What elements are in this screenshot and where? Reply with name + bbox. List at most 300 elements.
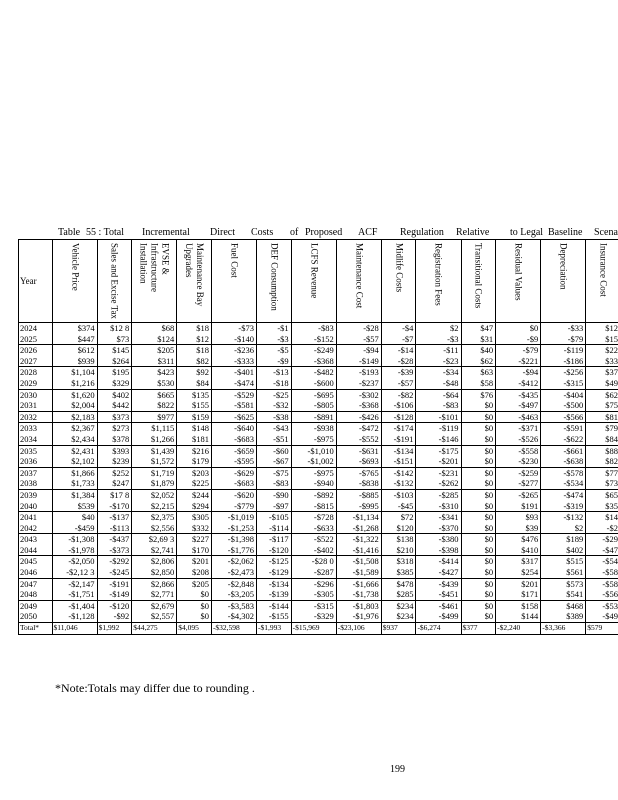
value-cell: $0 bbox=[461, 400, 496, 411]
value-cell: $317 bbox=[496, 556, 541, 567]
total-cell: $579 bbox=[586, 623, 618, 635]
column-header: Year bbox=[19, 240, 53, 323]
value-cell: -$119 bbox=[541, 345, 586, 356]
value-cell: $318 bbox=[381, 556, 416, 567]
value-cell: $1,733 bbox=[52, 478, 97, 489]
value-cell: -$497 bbox=[496, 400, 541, 411]
value-cell: -$120 bbox=[257, 545, 292, 556]
value-cell: $2,215 bbox=[132, 501, 177, 512]
value-cell: $1,439 bbox=[132, 445, 177, 456]
value-cell: $227 bbox=[177, 534, 212, 545]
value-cell: -$305 bbox=[291, 589, 336, 600]
value-cell: -$119 bbox=[416, 423, 461, 434]
value-cell: $0 bbox=[461, 589, 496, 600]
value-cell: $84 bbox=[586, 434, 618, 445]
value-cell: $0 bbox=[461, 567, 496, 578]
value-cell: -$48 bbox=[416, 378, 461, 389]
value-cell: -$975 bbox=[291, 434, 336, 445]
value-cell: $33 bbox=[586, 356, 618, 367]
value-cell: -$120 bbox=[97, 600, 132, 611]
value-cell: -$28 bbox=[381, 356, 416, 367]
value-cell: -$13 bbox=[257, 367, 292, 378]
value-cell: -$3,583 bbox=[211, 600, 256, 611]
column-header-label: Midlife Costs bbox=[394, 243, 405, 293]
value-cell: $442 bbox=[97, 400, 132, 411]
value-cell: $0 bbox=[461, 489, 496, 500]
value-cell: -$97 bbox=[257, 501, 292, 512]
year-cell: 2038 bbox=[19, 478, 53, 489]
value-cell: $1,719 bbox=[132, 467, 177, 478]
total-cell: -$1,993 bbox=[257, 623, 292, 635]
value-cell: $79 bbox=[586, 423, 618, 434]
value-cell: $612 bbox=[52, 345, 97, 356]
column-header-label: Residual Values bbox=[513, 243, 524, 301]
value-cell: $0 bbox=[461, 434, 496, 445]
value-cell: $189 bbox=[541, 534, 586, 545]
column-header-label: Maintenance Bay Upgrades bbox=[184, 243, 206, 307]
value-cell: -$2 bbox=[586, 523, 618, 534]
value-cell: -$437 bbox=[97, 534, 132, 545]
value-cell: -$245 bbox=[97, 567, 132, 578]
value-cell: -$368 bbox=[291, 356, 336, 367]
table-row bbox=[19, 389, 618, 400]
column-header bbox=[132, 240, 177, 323]
cost-table-container bbox=[18, 239, 618, 671]
value-cell: $0 bbox=[461, 478, 496, 489]
value-cell: -$779 bbox=[211, 501, 256, 512]
value-cell: $155 bbox=[177, 400, 212, 411]
value-cell: -$427 bbox=[416, 567, 461, 578]
value-cell: $88 bbox=[586, 445, 618, 456]
value-cell: $264 bbox=[97, 356, 132, 367]
value-cell: $145 bbox=[97, 345, 132, 356]
value-cell: -$57 bbox=[336, 334, 381, 345]
value-cell: -$522 bbox=[291, 534, 336, 545]
value-cell: $2,052 bbox=[132, 489, 177, 500]
table-row bbox=[19, 400, 618, 411]
total-row bbox=[19, 623, 618, 635]
value-cell: -$132 bbox=[541, 512, 586, 523]
value-cell: -$137 bbox=[97, 512, 132, 523]
table-row bbox=[19, 378, 618, 389]
value-cell: $373 bbox=[97, 411, 132, 423]
value-cell: -$7 bbox=[381, 334, 416, 345]
value-cell: $0 bbox=[461, 600, 496, 611]
value-cell: -$315 bbox=[291, 600, 336, 611]
value-cell: $18 bbox=[177, 323, 212, 334]
value-cell: $210 bbox=[381, 545, 416, 556]
value-cell: -$1,128 bbox=[52, 611, 97, 622]
caption-word: Baseline bbox=[548, 227, 583, 238]
caption-word: Proposed bbox=[305, 227, 343, 238]
incremental-costs-table bbox=[18, 239, 618, 635]
total-cell: -$6,274 bbox=[416, 623, 461, 635]
value-cell: -$1,002 bbox=[291, 456, 336, 467]
value-cell: $2,434 bbox=[52, 434, 97, 445]
table-caption bbox=[58, 226, 618, 240]
value-cell: $374 bbox=[52, 323, 97, 334]
table-row bbox=[19, 334, 618, 345]
value-cell: $62 bbox=[461, 356, 496, 367]
value-cell: $62 bbox=[586, 389, 618, 400]
value-cell: $402 bbox=[541, 545, 586, 556]
value-cell: -$1,666 bbox=[336, 578, 381, 589]
table-row bbox=[19, 478, 618, 489]
value-cell: $82 bbox=[586, 456, 618, 467]
value-cell: $170 bbox=[177, 545, 212, 556]
value-cell: $423 bbox=[132, 367, 177, 378]
value-cell: -$526 bbox=[496, 434, 541, 445]
column-header bbox=[211, 240, 256, 323]
value-cell: -$128 bbox=[381, 411, 416, 423]
caption-word: Incremental bbox=[142, 227, 190, 238]
value-cell: $205 bbox=[177, 578, 212, 589]
value-cell: $1,620 bbox=[52, 389, 97, 400]
total-cell: -$23,106 bbox=[336, 623, 381, 635]
value-cell: -$292 bbox=[97, 556, 132, 567]
value-cell: $1,866 bbox=[52, 467, 97, 478]
value-cell: $305 bbox=[177, 512, 212, 523]
value-cell: -$125 bbox=[257, 556, 292, 567]
value-cell: -$140 bbox=[211, 334, 256, 345]
value-cell: -$285 bbox=[416, 489, 461, 500]
value-cell: $92 bbox=[177, 367, 212, 378]
caption-word: of bbox=[290, 227, 299, 238]
value-cell: -$83 bbox=[291, 323, 336, 334]
value-cell: -$79 bbox=[496, 345, 541, 356]
value-cell: $573 bbox=[541, 578, 586, 589]
value-cell: -$259 bbox=[496, 467, 541, 478]
table-row bbox=[19, 545, 618, 556]
value-cell: $0 bbox=[461, 611, 496, 622]
value-cell: -$1,976 bbox=[336, 611, 381, 622]
value-cell: -$2,062 bbox=[211, 556, 256, 567]
value-cell: -$315 bbox=[541, 378, 586, 389]
column-header bbox=[257, 240, 292, 323]
value-cell: -$221 bbox=[496, 356, 541, 367]
value-cell: -$175 bbox=[416, 445, 461, 456]
value-cell: -$47 bbox=[586, 545, 618, 556]
column-header-label: Sales and Excise Tax bbox=[109, 243, 120, 319]
value-cell: -$370 bbox=[416, 523, 461, 534]
value-cell: -$398 bbox=[416, 545, 461, 556]
value-cell: -$341 bbox=[416, 512, 461, 523]
value-cell: -$474 bbox=[211, 378, 256, 389]
value-cell: -$14 bbox=[381, 345, 416, 356]
value-cell: -$1,019 bbox=[211, 512, 256, 523]
value-cell: -$11 bbox=[416, 345, 461, 356]
value-cell: -$529 bbox=[211, 389, 256, 400]
value-cell: -$151 bbox=[381, 456, 416, 467]
value-cell: $2,557 bbox=[132, 611, 177, 622]
value-cell: -$1,803 bbox=[336, 600, 381, 611]
value-cell: $1,572 bbox=[132, 456, 177, 467]
value-cell: -$412 bbox=[496, 378, 541, 389]
year-cell: 2026 bbox=[19, 345, 53, 356]
value-cell: $15 bbox=[586, 334, 618, 345]
value-cell: $0 bbox=[461, 456, 496, 467]
value-cell: -$34 bbox=[416, 367, 461, 378]
value-cell: -$2,848 bbox=[211, 578, 256, 589]
caption-word: Regulation bbox=[400, 227, 444, 238]
value-cell: $84 bbox=[177, 378, 212, 389]
value-cell: -$1,134 bbox=[336, 512, 381, 523]
value-cell: $252 bbox=[97, 467, 132, 478]
value-cell: -$683 bbox=[211, 434, 256, 445]
value-cell: -$144 bbox=[257, 600, 292, 611]
column-header bbox=[416, 240, 461, 323]
value-cell: $159 bbox=[177, 411, 212, 423]
value-cell: $468 bbox=[541, 600, 586, 611]
year-cell: 2035 bbox=[19, 445, 53, 456]
caption-word: Direct bbox=[210, 227, 235, 238]
table-row bbox=[19, 467, 618, 478]
value-cell: -$940 bbox=[291, 478, 336, 489]
value-cell: -$193 bbox=[336, 367, 381, 378]
value-cell: $0 bbox=[461, 578, 496, 589]
value-cell: $311 bbox=[132, 356, 177, 367]
value-cell: $822 bbox=[132, 400, 177, 411]
value-cell: -$29 bbox=[586, 534, 618, 545]
value-cell: -$435 bbox=[496, 389, 541, 400]
column-header bbox=[586, 240, 618, 323]
year-cell: 2030 bbox=[19, 389, 53, 400]
value-cell: -$53 bbox=[586, 600, 618, 611]
value-cell: -$426 bbox=[336, 411, 381, 423]
caption-word: 55 : Total bbox=[86, 227, 125, 238]
value-cell: -$170 bbox=[97, 501, 132, 512]
value-cell: $73 bbox=[586, 478, 618, 489]
value-cell: -$1,738 bbox=[336, 589, 381, 600]
column-header-label: Transitional Costs bbox=[473, 243, 484, 309]
value-cell: -$329 bbox=[291, 611, 336, 622]
value-cell: -$277 bbox=[496, 478, 541, 489]
value-cell: $22 bbox=[586, 345, 618, 356]
value-cell: -$461 bbox=[416, 600, 461, 611]
value-cell: -$805 bbox=[291, 400, 336, 411]
value-cell: -$49 bbox=[586, 611, 618, 622]
value-cell: $0 bbox=[496, 323, 541, 334]
value-cell: -$256 bbox=[541, 367, 586, 378]
value-cell: $208 bbox=[177, 567, 212, 578]
value-cell: $539 bbox=[52, 501, 97, 512]
year-cell: 2029 bbox=[19, 378, 53, 389]
value-cell: $65 bbox=[586, 489, 618, 500]
value-cell: -$67 bbox=[257, 456, 292, 467]
column-header-label: Fuel Cost bbox=[229, 243, 240, 278]
table-row bbox=[19, 323, 618, 334]
total-cell: $4,095 bbox=[177, 623, 212, 635]
value-cell: $191 bbox=[496, 501, 541, 512]
value-cell: -$631 bbox=[336, 445, 381, 456]
value-cell: -$191 bbox=[97, 578, 132, 589]
value-cell: $2 bbox=[541, 523, 586, 534]
value-cell: -$155 bbox=[257, 611, 292, 622]
column-header bbox=[52, 240, 97, 323]
value-cell: -$401 bbox=[211, 367, 256, 378]
value-cell: -$103 bbox=[381, 489, 416, 500]
value-cell: -$891 bbox=[291, 411, 336, 423]
value-cell: -$1,308 bbox=[52, 534, 97, 545]
value-cell: -$60 bbox=[257, 445, 292, 456]
column-header-label: Insurance Cost bbox=[598, 243, 609, 297]
value-cell: $0 bbox=[461, 512, 496, 523]
value-cell: -$310 bbox=[416, 501, 461, 512]
value-cell: $393 bbox=[97, 445, 132, 456]
value-cell: -$640 bbox=[211, 423, 256, 434]
value-cell: -$499 bbox=[416, 611, 461, 622]
value-cell: -$2,12 3 bbox=[52, 567, 97, 578]
value-cell: -$566 bbox=[541, 411, 586, 423]
value-cell: $247 bbox=[97, 478, 132, 489]
value-cell: $225 bbox=[177, 478, 212, 489]
value-cell: $665 bbox=[132, 389, 177, 400]
total-cell: -$3,366 bbox=[541, 623, 586, 635]
column-header-label: EVSE & Infrastructure Installation bbox=[138, 243, 171, 292]
value-cell: $2,556 bbox=[132, 523, 177, 534]
value-cell: -$113 bbox=[97, 523, 132, 534]
value-cell: -$728 bbox=[291, 512, 336, 523]
value-cell: -$371 bbox=[496, 423, 541, 434]
value-cell: $2,375 bbox=[132, 512, 177, 523]
value-cell: $12 bbox=[177, 334, 212, 345]
value-cell: -$2,473 bbox=[211, 567, 256, 578]
value-cell: $2,771 bbox=[132, 589, 177, 600]
value-cell: -$38 bbox=[257, 411, 292, 423]
value-cell: $73 bbox=[97, 334, 132, 345]
column-header bbox=[541, 240, 586, 323]
value-cell: -$265 bbox=[496, 489, 541, 500]
caption-word: Scena bbox=[594, 227, 618, 238]
table-row bbox=[19, 600, 618, 611]
value-cell: $1,104 bbox=[52, 367, 97, 378]
total-cell: -$2,240 bbox=[496, 623, 541, 635]
value-cell: -$152 bbox=[291, 334, 336, 345]
value-cell: -$134 bbox=[381, 445, 416, 456]
year-cell: 2028 bbox=[19, 367, 53, 378]
value-cell: -$92 bbox=[97, 611, 132, 622]
value-cell: -$620 bbox=[211, 489, 256, 500]
value-cell: -$1 bbox=[257, 323, 292, 334]
year-cell: 2025 bbox=[19, 334, 53, 345]
value-cell: $389 bbox=[541, 611, 586, 622]
value-cell: $2,183 bbox=[52, 411, 97, 423]
value-cell: $63 bbox=[461, 367, 496, 378]
value-cell: $158 bbox=[496, 600, 541, 611]
table-row bbox=[19, 411, 618, 423]
value-cell: -$58 bbox=[586, 578, 618, 589]
value-cell: -$838 bbox=[336, 478, 381, 489]
value-cell: -$622 bbox=[541, 434, 586, 445]
year-cell: 2033 bbox=[19, 423, 53, 434]
value-cell: $39 bbox=[496, 523, 541, 534]
total-cell: $937 bbox=[381, 623, 416, 635]
value-cell: -$683 bbox=[211, 478, 256, 489]
value-cell: $0 bbox=[461, 523, 496, 534]
value-cell: -$5 bbox=[257, 345, 292, 356]
value-cell: $234 bbox=[381, 611, 416, 622]
column-header bbox=[381, 240, 416, 323]
value-cell: -$3 bbox=[416, 334, 461, 345]
value-cell: -$595 bbox=[211, 456, 256, 467]
total-cell: $11,046 bbox=[52, 623, 97, 635]
total-cell: -$15,969 bbox=[291, 623, 336, 635]
value-cell: -$45 bbox=[381, 501, 416, 512]
value-cell: $329 bbox=[97, 378, 132, 389]
value-cell: $2 bbox=[416, 323, 461, 334]
value-cell: $1,216 bbox=[52, 378, 97, 389]
value-cell: $17 8 bbox=[97, 489, 132, 500]
value-cell: $410 bbox=[496, 545, 541, 556]
value-cell: $2,431 bbox=[52, 445, 97, 456]
value-cell: $75 bbox=[586, 400, 618, 411]
value-cell: -$302 bbox=[336, 389, 381, 400]
column-header-label: LCFS Revenue bbox=[309, 243, 320, 299]
total-cell: $377 bbox=[461, 623, 496, 635]
value-cell: -$186 bbox=[541, 356, 586, 367]
value-cell: -$600 bbox=[291, 378, 336, 389]
table-row bbox=[19, 345, 618, 356]
year-cell: 2049 bbox=[19, 600, 53, 611]
year-cell: 2044 bbox=[19, 545, 53, 556]
caption-word: Relative bbox=[456, 227, 490, 238]
year-cell: 2031 bbox=[19, 400, 53, 411]
year-cell: 2041 bbox=[19, 512, 53, 523]
value-cell: -$2,147 bbox=[52, 578, 97, 589]
value-cell: -$1,508 bbox=[336, 556, 381, 567]
value-cell: -$474 bbox=[541, 489, 586, 500]
value-cell: $530 bbox=[132, 378, 177, 389]
table-row bbox=[19, 611, 618, 622]
total-cell: -$32,598 bbox=[211, 623, 256, 635]
total-cell: $1,992 bbox=[97, 623, 132, 635]
value-cell: $35 bbox=[586, 501, 618, 512]
value-cell: -$472 bbox=[336, 423, 381, 434]
value-cell: -$661 bbox=[541, 445, 586, 456]
year-cell: 2048 bbox=[19, 589, 53, 600]
table-row bbox=[19, 445, 618, 456]
value-cell: $31 bbox=[461, 334, 496, 345]
table-row bbox=[19, 534, 618, 545]
year-cell: 2034 bbox=[19, 434, 53, 445]
year-cell: 2024 bbox=[19, 323, 53, 334]
value-cell: -$64 bbox=[416, 389, 461, 400]
value-cell: -$482 bbox=[291, 367, 336, 378]
year-cell: 2045 bbox=[19, 556, 53, 567]
value-cell: -$633 bbox=[291, 523, 336, 534]
value-cell: -$1,268 bbox=[336, 523, 381, 534]
value-cell: $0 bbox=[461, 556, 496, 567]
page-number: 199 bbox=[390, 764, 405, 775]
year-cell: 2050 bbox=[19, 611, 53, 622]
column-header-label: Registration Fees bbox=[433, 243, 444, 306]
value-cell: -$404 bbox=[541, 389, 586, 400]
value-cell: -$629 bbox=[211, 467, 256, 478]
column-header-label: Maintenance Cost bbox=[354, 243, 365, 309]
value-cell: $385 bbox=[381, 567, 416, 578]
value-cell: -$174 bbox=[381, 423, 416, 434]
value-cell: $12 8 bbox=[97, 323, 132, 334]
value-cell: -$262 bbox=[416, 478, 461, 489]
value-cell: -$4 bbox=[381, 323, 416, 334]
table-row bbox=[19, 456, 618, 467]
value-cell: $0 bbox=[177, 611, 212, 622]
value-cell: $2,367 bbox=[52, 423, 97, 434]
year-cell: 2043 bbox=[19, 534, 53, 545]
table-row bbox=[19, 578, 618, 589]
table-row bbox=[19, 512, 618, 523]
value-cell: $216 bbox=[177, 445, 212, 456]
